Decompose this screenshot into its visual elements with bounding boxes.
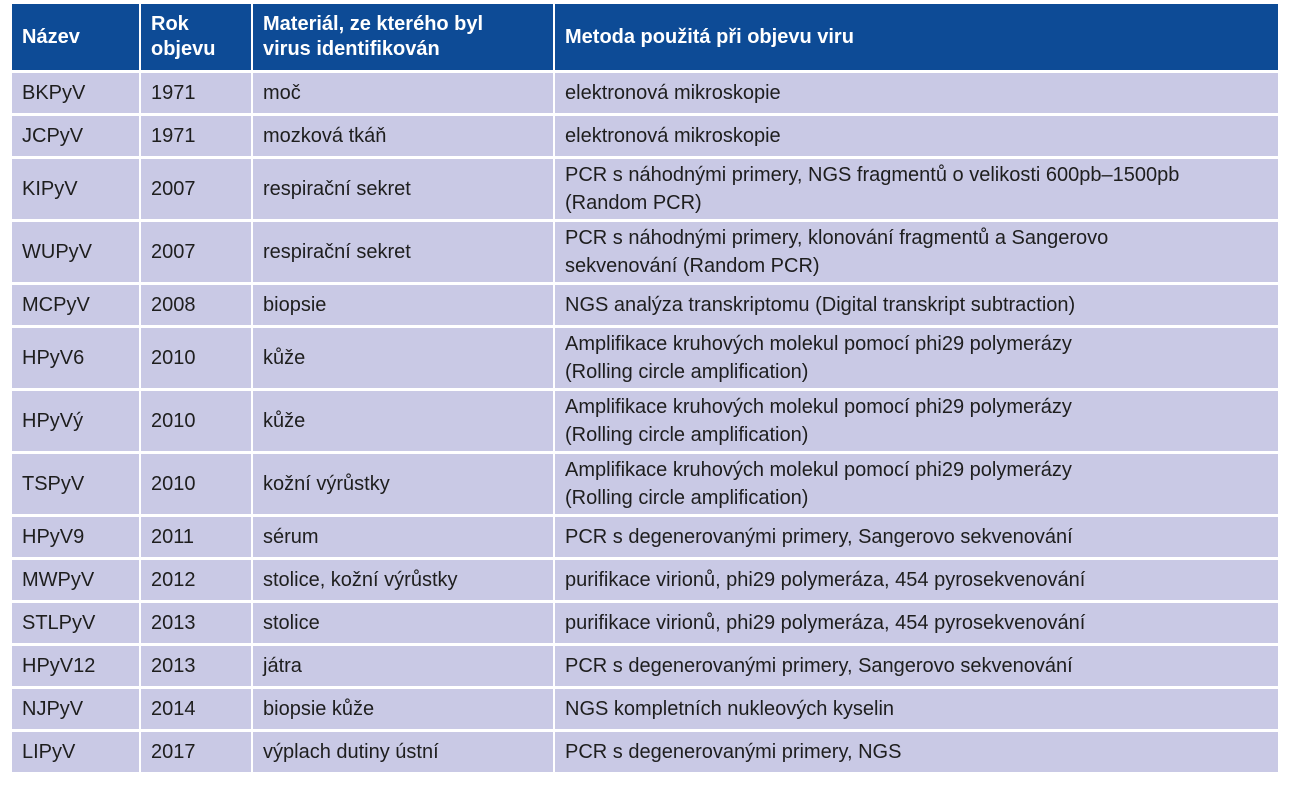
table-row: [12, 688, 1278, 731]
cell-year: 2007: [140, 158, 252, 221]
header-material: Materiál, ze kterého byl virus identifikován: [252, 4, 554, 72]
table-header-row: [12, 4, 1278, 72]
table-row: [12, 559, 1278, 602]
cell-method: elektronová mikroskopie: [554, 115, 1278, 158]
cell-name: WUPyV: [12, 221, 140, 284]
cell-year: 2010: [140, 327, 252, 390]
table-row: [12, 645, 1278, 688]
table-row: [12, 158, 1278, 221]
table-row: [12, 602, 1278, 645]
header-year: Rok objevu: [140, 4, 252, 72]
cell-name: STLPyV: [12, 602, 140, 645]
cell-name: HPyV9: [12, 516, 140, 559]
cell-material: biopsie: [252, 284, 554, 327]
cell-material: kožní výrůstky: [252, 453, 554, 516]
table-row: [12, 390, 1278, 453]
cell-method: elektronová mikroskopie: [554, 72, 1278, 115]
cell-year: 1971: [140, 72, 252, 115]
polyomavirus-table-container: [12, 4, 1278, 772]
table-row: [12, 516, 1278, 559]
cell-material: biopsie kůže: [252, 688, 554, 731]
cell-method: PCR s degenerovanými primery, Sangerovo sekvenování: [554, 645, 1278, 688]
cell-year: 2007: [140, 221, 252, 284]
header-name: Název: [12, 4, 140, 72]
cell-method: purifikace virionů, phi29 polymeráza, 454 pyrosekvenování: [554, 602, 1278, 645]
cell-material: kůže: [252, 327, 554, 390]
cell-year: 2013: [140, 645, 252, 688]
cell-material: sérum: [252, 516, 554, 559]
cell-method: PCR s náhodnými primery, NGS fragmentů o velikosti 600pb–1500pb (Random PCR): [554, 158, 1278, 221]
table-row: [12, 115, 1278, 158]
cell-method: PCR s náhodnými primery, klonování fragmentů a Sangerovo sekvenování (Random PCR): [554, 221, 1278, 284]
cell-method: purifikace virionů, phi29 polymeráza, 454 pyrosekvenování: [554, 559, 1278, 602]
cell-year: 2010: [140, 390, 252, 453]
cell-method: Amplifikace kruhových molekul pomocí phi29 polymerázy (Rolling circle amplification): [554, 390, 1278, 453]
cell-name: HPyV12: [12, 645, 140, 688]
cell-material: kůže: [252, 390, 554, 453]
table-row: [12, 453, 1278, 516]
cell-name: JCPyV: [12, 115, 140, 158]
cell-name: BKPyV: [12, 72, 140, 115]
cell-year: 1971: [140, 115, 252, 158]
cell-material: výplach dutiny ústní: [252, 731, 554, 773]
table-body: [12, 72, 1278, 773]
header-method: Metoda použitá při objevu viru: [554, 4, 1278, 72]
cell-name: TSPyV: [12, 453, 140, 516]
cell-method: NGS analýza transkriptomu (Digital transkript subtraction): [554, 284, 1278, 327]
cell-method: PCR s degenerovanými primery, Sangerovo sekvenování: [554, 516, 1278, 559]
cell-name: HPyV6: [12, 327, 140, 390]
cell-name: MWPyV: [12, 559, 140, 602]
cell-material: stolice, kožní výrůstky: [252, 559, 554, 602]
cell-year: 2012: [140, 559, 252, 602]
cell-name: LIPyV: [12, 731, 140, 773]
polyomavirus-table: [12, 4, 1278, 772]
cell-name: MCPyV: [12, 284, 140, 327]
cell-material: respirační sekret: [252, 158, 554, 221]
cell-method: NGS kompletních nukleových kyselin: [554, 688, 1278, 731]
cell-year: 2013: [140, 602, 252, 645]
cell-material: moč: [252, 72, 554, 115]
table-row: [12, 72, 1278, 115]
table-row: [12, 221, 1278, 284]
cell-name: KIPyV: [12, 158, 140, 221]
cell-name: NJPyV: [12, 688, 140, 731]
cell-year: 2010: [140, 453, 252, 516]
cell-method: PCR s degenerovanými primery, NGS: [554, 731, 1278, 773]
table-row: [12, 731, 1278, 773]
cell-material: játra: [252, 645, 554, 688]
cell-year: 2014: [140, 688, 252, 731]
cell-year: 2011: [140, 516, 252, 559]
cell-year: 2017: [140, 731, 252, 773]
cell-year: 2008: [140, 284, 252, 327]
cell-material: respirační sekret: [252, 221, 554, 284]
cell-method: Amplifikace kruhových molekul pomocí phi29 polymerázy (Rolling circle amplification): [554, 327, 1278, 390]
table-row: [12, 327, 1278, 390]
cell-method: Amplifikace kruhových molekul pomocí phi29 polymerázy (Rolling circle amplification): [554, 453, 1278, 516]
cell-material: mozková tkáň: [252, 115, 554, 158]
cell-name: HPyVý: [12, 390, 140, 453]
cell-material: stolice: [252, 602, 554, 645]
table-row: [12, 284, 1278, 327]
